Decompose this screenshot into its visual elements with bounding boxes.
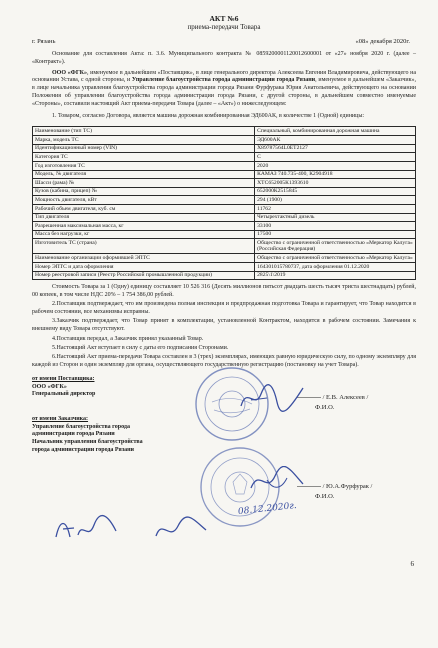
customer-handwritten-signature-icon [247, 466, 307, 496]
customer-sign-name-2: администрации города Рязани [32, 431, 115, 438]
spec-label: Масса без нагрузки, кг [33, 230, 255, 239]
table-row [33, 179, 416, 188]
spec-value: ХТС652005К1393610 [255, 179, 416, 188]
spec-label: Шасси (рама) № [33, 179, 255, 188]
spec-label: Рабочий объем двигателя, куб. см [33, 204, 255, 213]
supplier-sign-head: от имени Поставщика: [32, 375, 95, 382]
table-row [33, 271, 416, 280]
customer-sign-role-1: Начальник управления благоустройства [32, 439, 143, 446]
spec-value: КАМАЗ 740.735-400, К2904918 [255, 170, 416, 179]
spec-label: Тип двигателя [33, 213, 255, 222]
supplier-signature [32, 376, 95, 399]
spec-value: 294 (1900) [255, 196, 416, 205]
spec-value: 17500 [255, 230, 416, 239]
table-row [33, 127, 416, 136]
supplier-text: , именуемое в дальнейшем «Поставщик», в лице генерального директора Алексеева Евгения Владимировича, действующего на основании Устава, с одной стороны, и [32, 69, 416, 84]
document-date: «08» декабря 2020г. [355, 38, 410, 46]
clause: 6.Настоящий Акт приема-передачи Товара составлен в 3 (трех) экземплярах, имеющих равную юридическую силу, по одному экземпляру для каждой из Сторон и один экземпляр для органа, осуществляющего государственную регистрацию (постановку на учет Товара). [32, 354, 416, 368]
customer-sign-head: от имени Заказчика: [32, 415, 89, 422]
customer-fio: Ф.И.О. [315, 492, 335, 500]
spec-label: Идентификационный номер (VIN) [33, 144, 255, 153]
page-number: 6 [410, 560, 414, 568]
document-title: АКТ №6 [209, 14, 239, 23]
spec-value: 164301015780737, дата оформления 01.12.2020 [255, 263, 416, 272]
spec-label: Модель, № двигателя [33, 170, 255, 179]
spec-value: 11762 [255, 204, 416, 213]
signature-block [32, 376, 416, 546]
table-row [33, 153, 416, 162]
table-row [33, 213, 416, 222]
place-date-row [32, 38, 416, 48]
customer-signline [297, 483, 372, 491]
initials-right-icon [152, 514, 212, 544]
supplier-paragraph [32, 70, 416, 109]
supplier-sign-role: Генеральный директор [32, 391, 96, 398]
city: г. Рязань [32, 38, 56, 46]
spec-value: Специальный, комбинированная дорожная машина [255, 127, 416, 136]
spec-value: X89787564L0ET2127 [255, 144, 416, 153]
document-subtitle: приема-передачи Товара [187, 23, 261, 31]
table-row [33, 230, 416, 239]
spec-label: Наименование организации оформившей ЭПТС [33, 254, 255, 263]
spec-label: Номер реестровой записи (Реестр Российской промышленной продукции) [33, 271, 255, 280]
spec-value: 33100 [255, 222, 416, 231]
spec-label: Год изготовления ТС [33, 161, 255, 170]
clause: 2.Поставщик подтверждает, что им произведена полная инспекция и предпродажная подготовка Товара и гарантирует, что Товар находится в рабочем состоянии, все механизмы исправны. [32, 301, 416, 316]
customer-text: , именуемое в дальнейшем «Заказчик», в лице начальника управления благоустройства города администрации города Рязани Фурфурака Юрия Анатольевича, действующего на основании Положения об управлении благоустройства города администрации города Рязани, с другой стороны, в дальнейшем совместно именуемые «Стороны», составили настоящий Акт приема-передачи Товара (далее – «Акт») о нижеследующем: [32, 77, 417, 107]
table-row [33, 263, 416, 272]
customer-signature [32, 416, 143, 455]
spec-value: ЭД600АК [255, 136, 416, 145]
spec-value: Общество с ограниченной ответственностью «Меркатор Калуга» (Российская Федерация) [255, 239, 416, 254]
table-row [33, 170, 416, 179]
table-row [33, 204, 416, 213]
table-row [33, 196, 416, 205]
spec-value: 2020 [255, 161, 416, 170]
table-row [33, 136, 416, 145]
table-row [33, 239, 416, 254]
supplier-sign-name: ООО «ФГК» [32, 383, 67, 390]
clause: Стоимость Товара за 1 (Одну) единицу составляет 10 526 316 (Десять миллионов пятьсот двадцать шесть тысяч триста шестнадцать) рублей, 00 копеек, в том числе НДС 20% – 1 754 386,00 рублей. [32, 284, 416, 299]
clause: 5.Настоящий Акт вступает в силу с даты его подписания Сторонами. [52, 344, 229, 351]
customer-sign-name-1: Управление благоустройства города [32, 423, 130, 430]
spec-value: С [255, 153, 416, 162]
customer-name: Управление благоустройства города администрации города Рязани [131, 77, 316, 84]
vehicle-spec-table [32, 126, 416, 280]
table-row [33, 254, 416, 263]
spec-label: Кузов (кабина, прицеп) № [33, 187, 255, 196]
table-row [33, 222, 416, 231]
customer-signer: / Ю.А.Фурфурак / [322, 482, 373, 490]
spec-value: 2825\1\2019 [255, 271, 416, 280]
initials-left-icon [52, 511, 122, 545]
supplier-fio: Ф.И.О. [315, 403, 335, 411]
spec-value: 652000К2515845 [255, 187, 416, 196]
item-intro: 1. Товаром, согласно Договора, является машина дорожная комбинированная ЭД600АК, в количестве 1 (Одной) единицы: [52, 112, 365, 119]
customer-sign-role-2: города администрации города Рязани [32, 446, 135, 453]
spec-label: Мощность двигателя, кВт [33, 196, 255, 205]
handwritten-date: 08.12.2020г. [237, 500, 298, 517]
clause: 3.Заказчик подтверждает, что Товар принят в комплектации, установленной Контрактом, находится в рабочем состоянии. Замечания к внешнему виду Товара отсутствуют. [32, 318, 416, 333]
table-row [33, 144, 416, 153]
spec-label: Наименование (тип ТС) [33, 127, 255, 136]
supplier-signer: / Е.В. Алексеев / [322, 393, 369, 401]
spec-label: Категория ТС [33, 153, 255, 162]
supplier-handwritten-signature-icon [237, 380, 307, 416]
spec-value: Общество с ограниченной ответственностью «Меркатор Калуга» [255, 254, 416, 263]
supplier-signline [297, 394, 368, 402]
spec-label: Разрешенная максимальная масса, кг [33, 222, 255, 231]
spec-label: Номер ЭПТС и дата оформления [33, 263, 255, 272]
basis-paragraph: Основание для составления Акта: п. 3.6. Муниципального контракта № 0859200001120012600001 от «27» ноября 2020 г. (далее – «Контракт»). [32, 51, 416, 65]
spec-label: Марка, модель ТС [33, 136, 255, 145]
table-row [33, 161, 416, 170]
spec-label: Изготовитель ТС (страна) [33, 239, 255, 254]
table-row [33, 187, 416, 196]
clauses [32, 284, 416, 369]
clause: 4.Поставщик передал, а Заказчик принял указанный Товар. [52, 335, 204, 342]
supplier-name: ООО «ФГК» [52, 69, 87, 76]
spec-value: Четырехтактный дизель [255, 213, 416, 222]
